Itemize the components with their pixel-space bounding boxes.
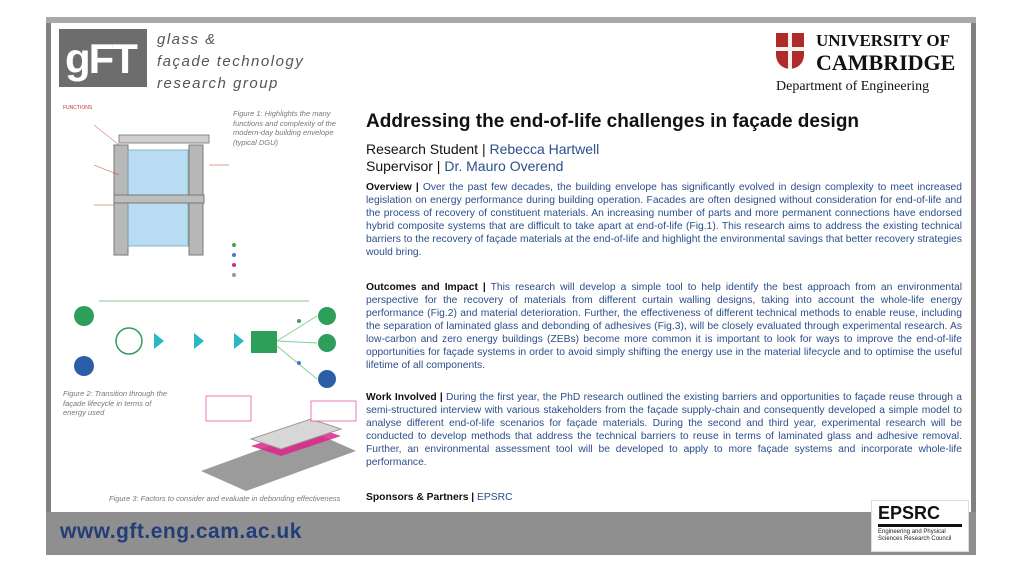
outcomes-paragraph <box>366 281 962 372</box>
crest-icon <box>776 33 804 69</box>
supervisor-name: Dr. Mauro Overend <box>444 158 564 174</box>
supervisor-label: Supervisor | <box>366 158 441 174</box>
epsrc-logo <box>871 500 969 552</box>
department-name: Department of Engineering <box>776 79 930 94</box>
gft-logo-mark: gFT <box>65 35 136 82</box>
sponsors-heading: Sponsors & Partners | <box>366 492 475 503</box>
figure-3-caption: Figure 3: Factors to consider and evaluate in debonding effectiveness <box>109 494 341 503</box>
university-line-1: UNIVERSITY OF <box>816 31 950 50</box>
gft-logo <box>59 29 147 87</box>
poster-slide <box>46 17 976 555</box>
poster-footer <box>46 503 976 555</box>
sponsors-value: EPSRC <box>477 492 513 503</box>
outcomes-body: This research will develop a simple tool to help identify the best approach from an environmental perspective for the recovery of materials from different curtain walling designs, taking into account the whole-life energy performance (Fig.2) and material deterioration. Further, the effectiveness of different technical methods to enable reuse, including the separation of laminated glass and debonding of adhesives (Fig.3), will be closely evaluated through experimental research. As low-carbon and zero energy buildings (ZEBs) become more common it is important to look for ways to improve the end-of-life opportunities for façade systems in order to avoid simply shifting the energy use in the material lifecycle and to optimise the useful lifetime of all components. <box>366 282 963 371</box>
website-url[interactable]: www.gft.eng.cam.ac.uk <box>60 520 302 543</box>
supervisor-line <box>366 158 563 174</box>
figure-1-caption: Figure 1: Highlights the many functions and complexity of the modern-day building envelope (typical DGU) <box>233 109 336 147</box>
epsrc-logo-subtitle: Engineering and Physical Sciences Research Council <box>878 529 952 542</box>
poster-title: Addressing the end-of-life challenges in façade design <box>366 111 860 132</box>
outcomes-heading: Outcomes and Impact | <box>366 282 486 293</box>
epsrc-logo-name: EPSRC <box>878 503 941 523</box>
epsrc-logo-rule <box>878 524 962 527</box>
overview-paragraph <box>366 181 962 259</box>
overview-heading: Overview | <box>366 182 419 193</box>
dgu-annotation: FUNCTIONS <box>63 105 93 111</box>
university-line-2: CAMBRIDGE <box>816 50 956 75</box>
group-name-line-1: glass & <box>157 31 217 48</box>
work-involved-body: During the first year, the PhD research outlined the existing barriers and opportunities to façade reuse through a semi-structured interview with various stakeholders from the façade supply-chain and consequently developed a simple model to analyse different end-of-life scenarios for façade materials. During the second and third year, experimental research will be conducted to develop methods that address the technical barriers to reuse in terms of laminated glass and adhesive removal. Further, an environmental assessment tool will be developed to apply to more façade systems and incorporate whole-life performance. <box>366 392 962 468</box>
figure-2-caption: Figure 2: Transition through the façade lifecycle in terms of energy used <box>63 389 168 417</box>
research-student-label: Research Student | <box>366 141 486 157</box>
figure-3-debonding-diagram <box>191 391 361 491</box>
group-name-line-2: façade technology <box>157 53 305 70</box>
poster-panel <box>51 23 971 512</box>
group-name-line-3: research group <box>157 75 279 92</box>
work-involved-paragraph <box>366 391 962 469</box>
overview-body: Over the past few decades, the building envelope has significantly evolved in design complexity to meet increased legislation on energy performance during building operation. Facades are often designed without consideration for end-of-life and the process of recovery of constituent materials. An increasing number of parts and more permanent connections have endorsed hybrid composite systems that are difficult to take apart at end-of-life (Fig.1). This research aims to address the existing technical barriers to the recovery of façade materials at the end-of-life and highlight the environmental savings that better recovery strategies would bring. <box>366 182 962 258</box>
work-involved-heading: Work Involved | <box>366 392 443 403</box>
research-student-name: Rebecca Hartwell <box>489 141 600 157</box>
research-student-line <box>366 141 599 157</box>
